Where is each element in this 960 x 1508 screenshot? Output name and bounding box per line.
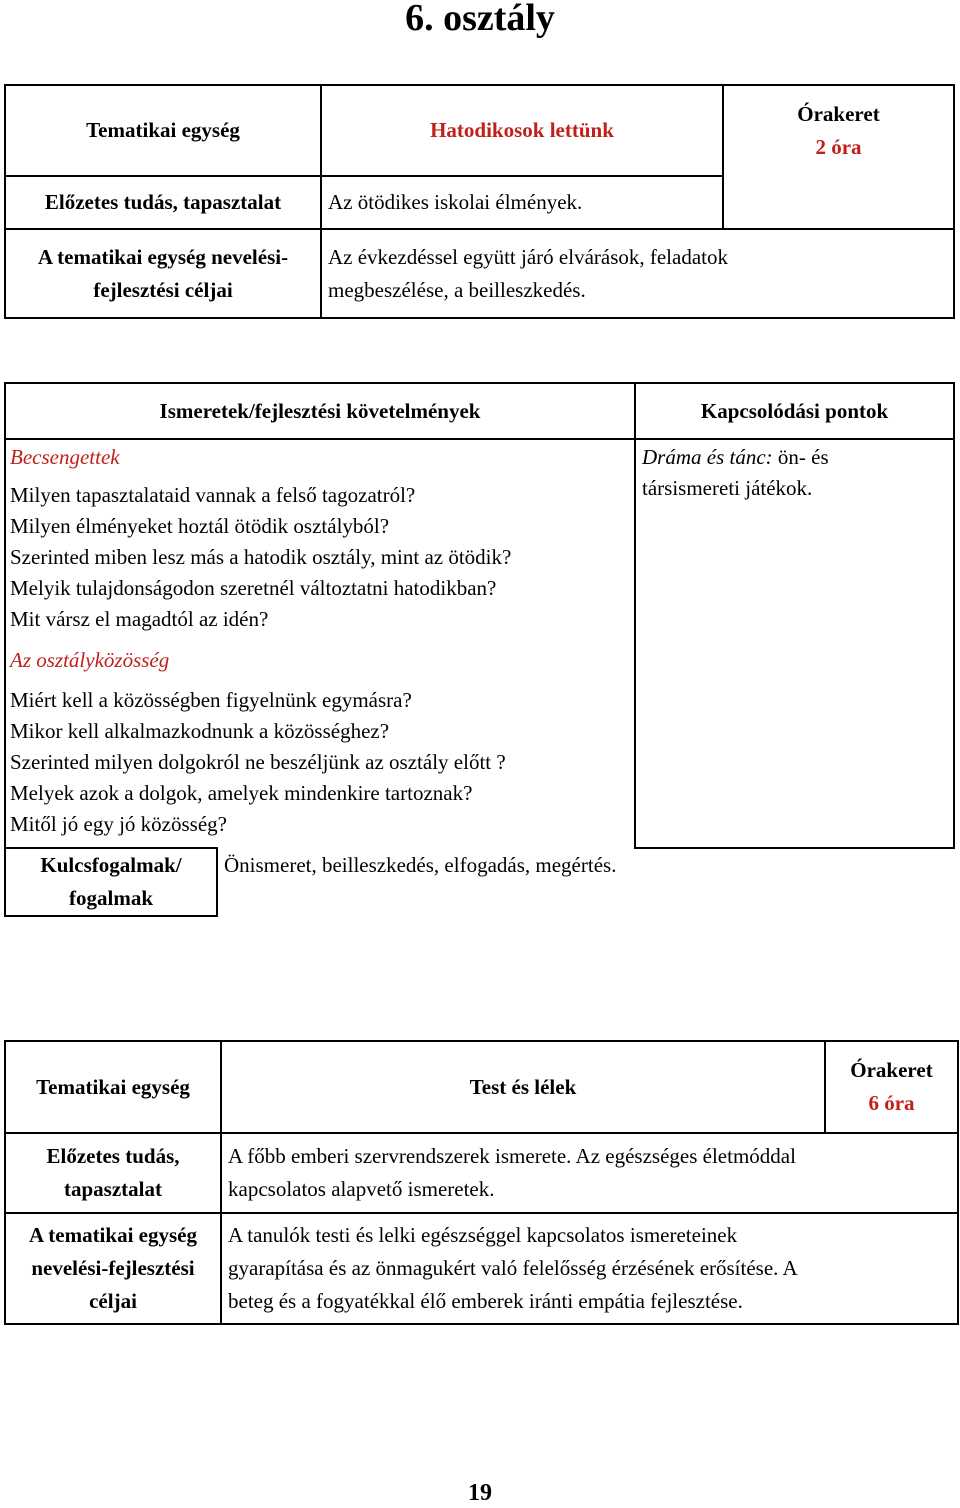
section2-question: Szerinted milyen dolgokról ne beszéljünk az osztály előtt ? (10, 750, 506, 774)
page-number: 19 (468, 1480, 492, 1506)
unit2-prior-line1: A főbb emberi szervrendszerek ismerete. Az egészséges életmóddal (228, 1144, 796, 1168)
section1-question: Mit vársz el magadtól az idén? (10, 607, 269, 631)
section1-questions (10, 480, 634, 635)
unit1-goals-line1: Az évkezdéssel együtt járó elvárások, feladatok (328, 244, 728, 269)
section1-question: Milyen élményeket hoztál ötödik osztályból? (10, 514, 390, 538)
unit2-goals-line2: gyarapítása és az önmagukért való felelősség érzésének erősítése. A (228, 1256, 798, 1280)
unit1-hours-label: Órakeret (797, 102, 880, 126)
unit1-hours-cell (723, 85, 954, 229)
section2-question: Miért kell a közösségben figyelnünk egymásra? (10, 688, 412, 712)
unit2-goals-line1: A tanulók testi és lelki egészséggel kapcsolatos ismereteinek (228, 1223, 738, 1247)
unit2-theme-label-cell (5, 1041, 221, 1133)
unit2-theme-label: Tematikai egység (36, 1074, 190, 1099)
unit1-prior-text: Az ötödikes iskolai élmények. (328, 190, 583, 214)
link-text-line1: ön- és (772, 445, 829, 469)
unit1-goals-cell (321, 229, 954, 318)
unit2-prior-label-line1: Előzetes tudás, (46, 1144, 180, 1168)
links-cell (635, 439, 954, 848)
unit1-table (4, 84, 955, 319)
section1-question: Szerinted miben lesz más a hatodik osztály, mint az ötödik? (10, 545, 512, 569)
unit1-goals-label-cell (5, 229, 321, 318)
requirements-table (4, 382, 955, 917)
unit1-theme-title: Hatodikosok lettünk (430, 118, 614, 142)
section2-question: Mikor kell alkalmazkodnunk a közösséghez? (10, 719, 390, 743)
link-subject: Dráma és tánc: (642, 445, 773, 469)
unit1-prior-label: Előzetes tudás, tapasztalat (44, 190, 282, 214)
requirements-header-left: Ismeretek/fejlesztési követelmények (159, 398, 481, 423)
key-concepts-label-line2: fogalmak (69, 886, 153, 910)
key-concepts-cell (217, 848, 954, 916)
requirements-header-right: Kapcsolódási pontok (700, 398, 889, 423)
unit2-prior-cell (221, 1133, 958, 1213)
requirements-header-left-cell (5, 383, 635, 439)
unit2-hours-value: 6 óra (868, 1091, 915, 1115)
page-title: 6. osztály (405, 0, 555, 39)
unit1-goals-label-line2: fejlesztési céljai (93, 277, 233, 302)
link-text-line2: társismereti játékok. (642, 476, 813, 500)
unit2-goals-line3: beteg és a fogyatékkal élő emberek iránti empátia fejlesztése. (228, 1289, 743, 1313)
unit2-prior-label-cell (5, 1133, 221, 1213)
section2-question: Mitől jó egy jó közösség? (10, 812, 227, 836)
section1-question: Melyik tulajdonságodon szeretnél változtatni hatodikban? (10, 576, 497, 600)
unit2-goals-cell (221, 1213, 958, 1324)
section2-questions (10, 685, 634, 840)
requirements-header-right-cell (635, 383, 954, 439)
unit2-hours-label: Órakeret (850, 1058, 933, 1082)
unit2-hours-cell (825, 1041, 958, 1133)
unit2-prior-line2: kapcsolatos alapvető ismeretek. (228, 1177, 495, 1201)
key-concepts-label-line1: Kulcsfogalmak/ (40, 853, 182, 877)
unit1-prior-label-cell (5, 176, 321, 229)
unit1-prior-cell (321, 176, 723, 229)
unit2-goals-label-line2: nevelési-fejlesztési (31, 1256, 195, 1280)
unit2-theme-title-cell (221, 1041, 825, 1133)
section2-title: Az osztályközösség (10, 648, 170, 672)
unit1-hours-value: 2 óra (815, 135, 862, 159)
unit2-table (4, 1040, 959, 1325)
key-concepts-text: Önismeret, beilleszkedés, elfogadás, megértés. (224, 853, 617, 877)
unit2-goals-label-cell (5, 1213, 221, 1324)
unit1-theme-title-cell (321, 85, 723, 176)
section1-question: Milyen tapasztalataid vannak a felső tagozatról? (10, 483, 416, 507)
unit1-goals-line2: megbeszélése, a beilleszkedés. (328, 277, 586, 302)
unit1-theme-label: Tematikai egység (86, 118, 240, 142)
unit1-goals-label-line1: A tematikai egység nevelési- (37, 244, 289, 269)
unit2-goals-label-line1: A tematikai egység (29, 1223, 197, 1247)
section2-question: Melyek azok a dolgok, amelyek mindenkire tartoznak? (10, 781, 473, 805)
unit1-theme-label-cell (5, 85, 321, 176)
unit2-prior-label-line2: tapasztalat (64, 1177, 162, 1201)
key-concepts-label-cell (5, 848, 217, 916)
requirements-content-cell (5, 439, 635, 848)
unit2-goals-label-line3: céljai (89, 1289, 137, 1313)
unit2-theme-title: Test és lélek (469, 1074, 577, 1099)
section1-title: Becsengettek (10, 445, 120, 469)
